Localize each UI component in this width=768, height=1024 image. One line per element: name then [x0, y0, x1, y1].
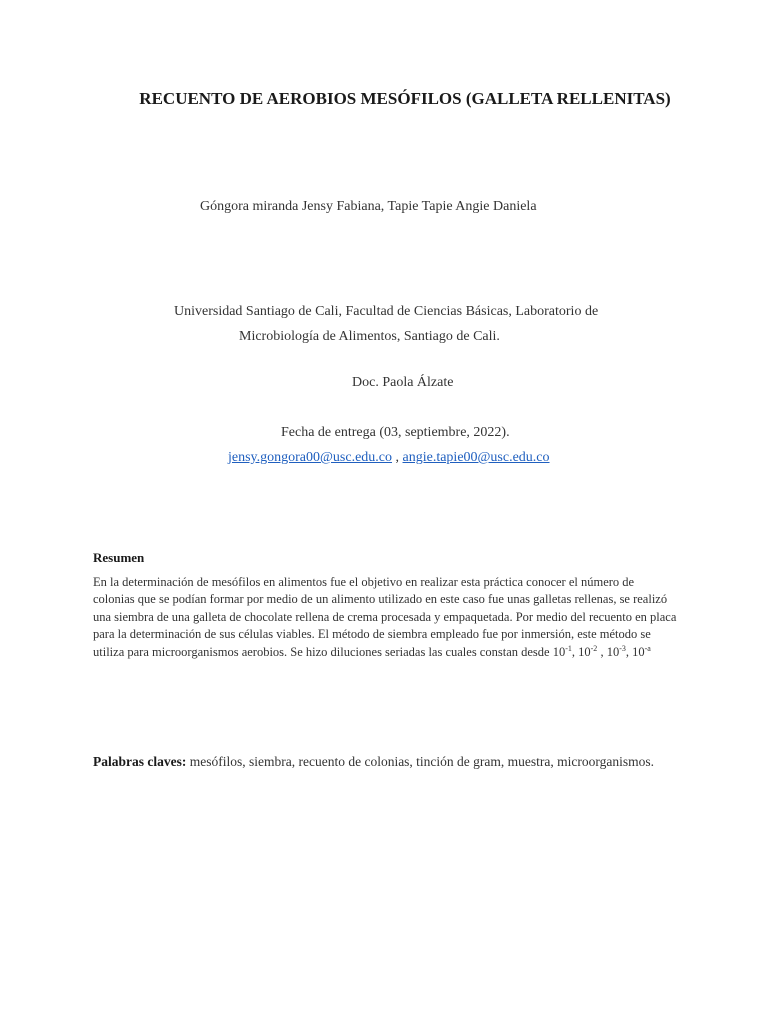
dilution-exponent: -1 [565, 643, 572, 653]
dilution-separator: , [571, 644, 579, 659]
contact-emails [228, 450, 550, 466]
dilution-exponent: -a [644, 643, 651, 653]
keywords-text: mesófilos, siembra, recuento de colonias, tinción de gram, muestra, microorganismos. [186, 754, 655, 769]
dilution-base: 10 [606, 644, 620, 659]
advisor-name: Doc. Paola Álzate [352, 375, 454, 390]
email-link-2[interactable]: angie.tapie00@usc.edu.co [402, 450, 550, 465]
affiliation-line-1: Universidad Santiago de Cali, Facultad de Ciencias Básicas, Laboratorio de [174, 304, 599, 319]
author-list: Góngora miranda Jensy Fabiana, Tapie Tapie Angie Daniela [200, 199, 537, 214]
dilution-exponent: -2 [590, 643, 598, 653]
keywords-label: Palabras claves: [93, 754, 187, 769]
dilution-base: 10 [578, 644, 591, 659]
dilution-item [578, 645, 607, 659]
keywords-block [93, 749, 683, 775]
dilution-base: 10 [632, 644, 645, 659]
abstract-body [93, 574, 678, 661]
dilution-item [607, 645, 632, 659]
dilution-list [553, 645, 651, 659]
dilution-separator: , [597, 644, 607, 659]
affiliation [174, 299, 598, 349]
paper-title: RECUENTO DE AEROBIOS MESÓFILOS (GALLETA RELLENITAS) [139, 89, 671, 108]
dilution-base: 10 [552, 644, 566, 659]
abstract-heading: Resumen [93, 550, 145, 565]
affiliation-line-2: Microbiología de Alimentos, Santiago de Cali. [239, 329, 500, 344]
email-separator: , [392, 450, 403, 465]
dilution-item [553, 645, 578, 659]
dilution-exponent: -3 [619, 643, 626, 653]
abstract-text: En la determinación de mesófilos en alimentos fue el objetivo en realizar esta práctica conocer el número de colonias que se podían formar por medio de un alimento utilizado en este caso fue unas galletas rellenas, se realizó una siembra de una galleta de chocolate rellena de crema procesada y empaquetada. Por medio del recuento en placa para la determinación de sus células viables. El método de siembra empleado fue por inmersión, este método se utiliza para microorganismos aerobios. Se hizo diluciones seriadas las cuales constan desde [93, 575, 677, 659]
submission-date: Fecha de entrega (03, septiembre, 2022). [281, 425, 510, 440]
email-link-1[interactable]: jensy.gongora00@usc.edu.co [228, 450, 393, 465]
dilution-item [632, 645, 651, 659]
dilution-separator: , [625, 644, 633, 659]
